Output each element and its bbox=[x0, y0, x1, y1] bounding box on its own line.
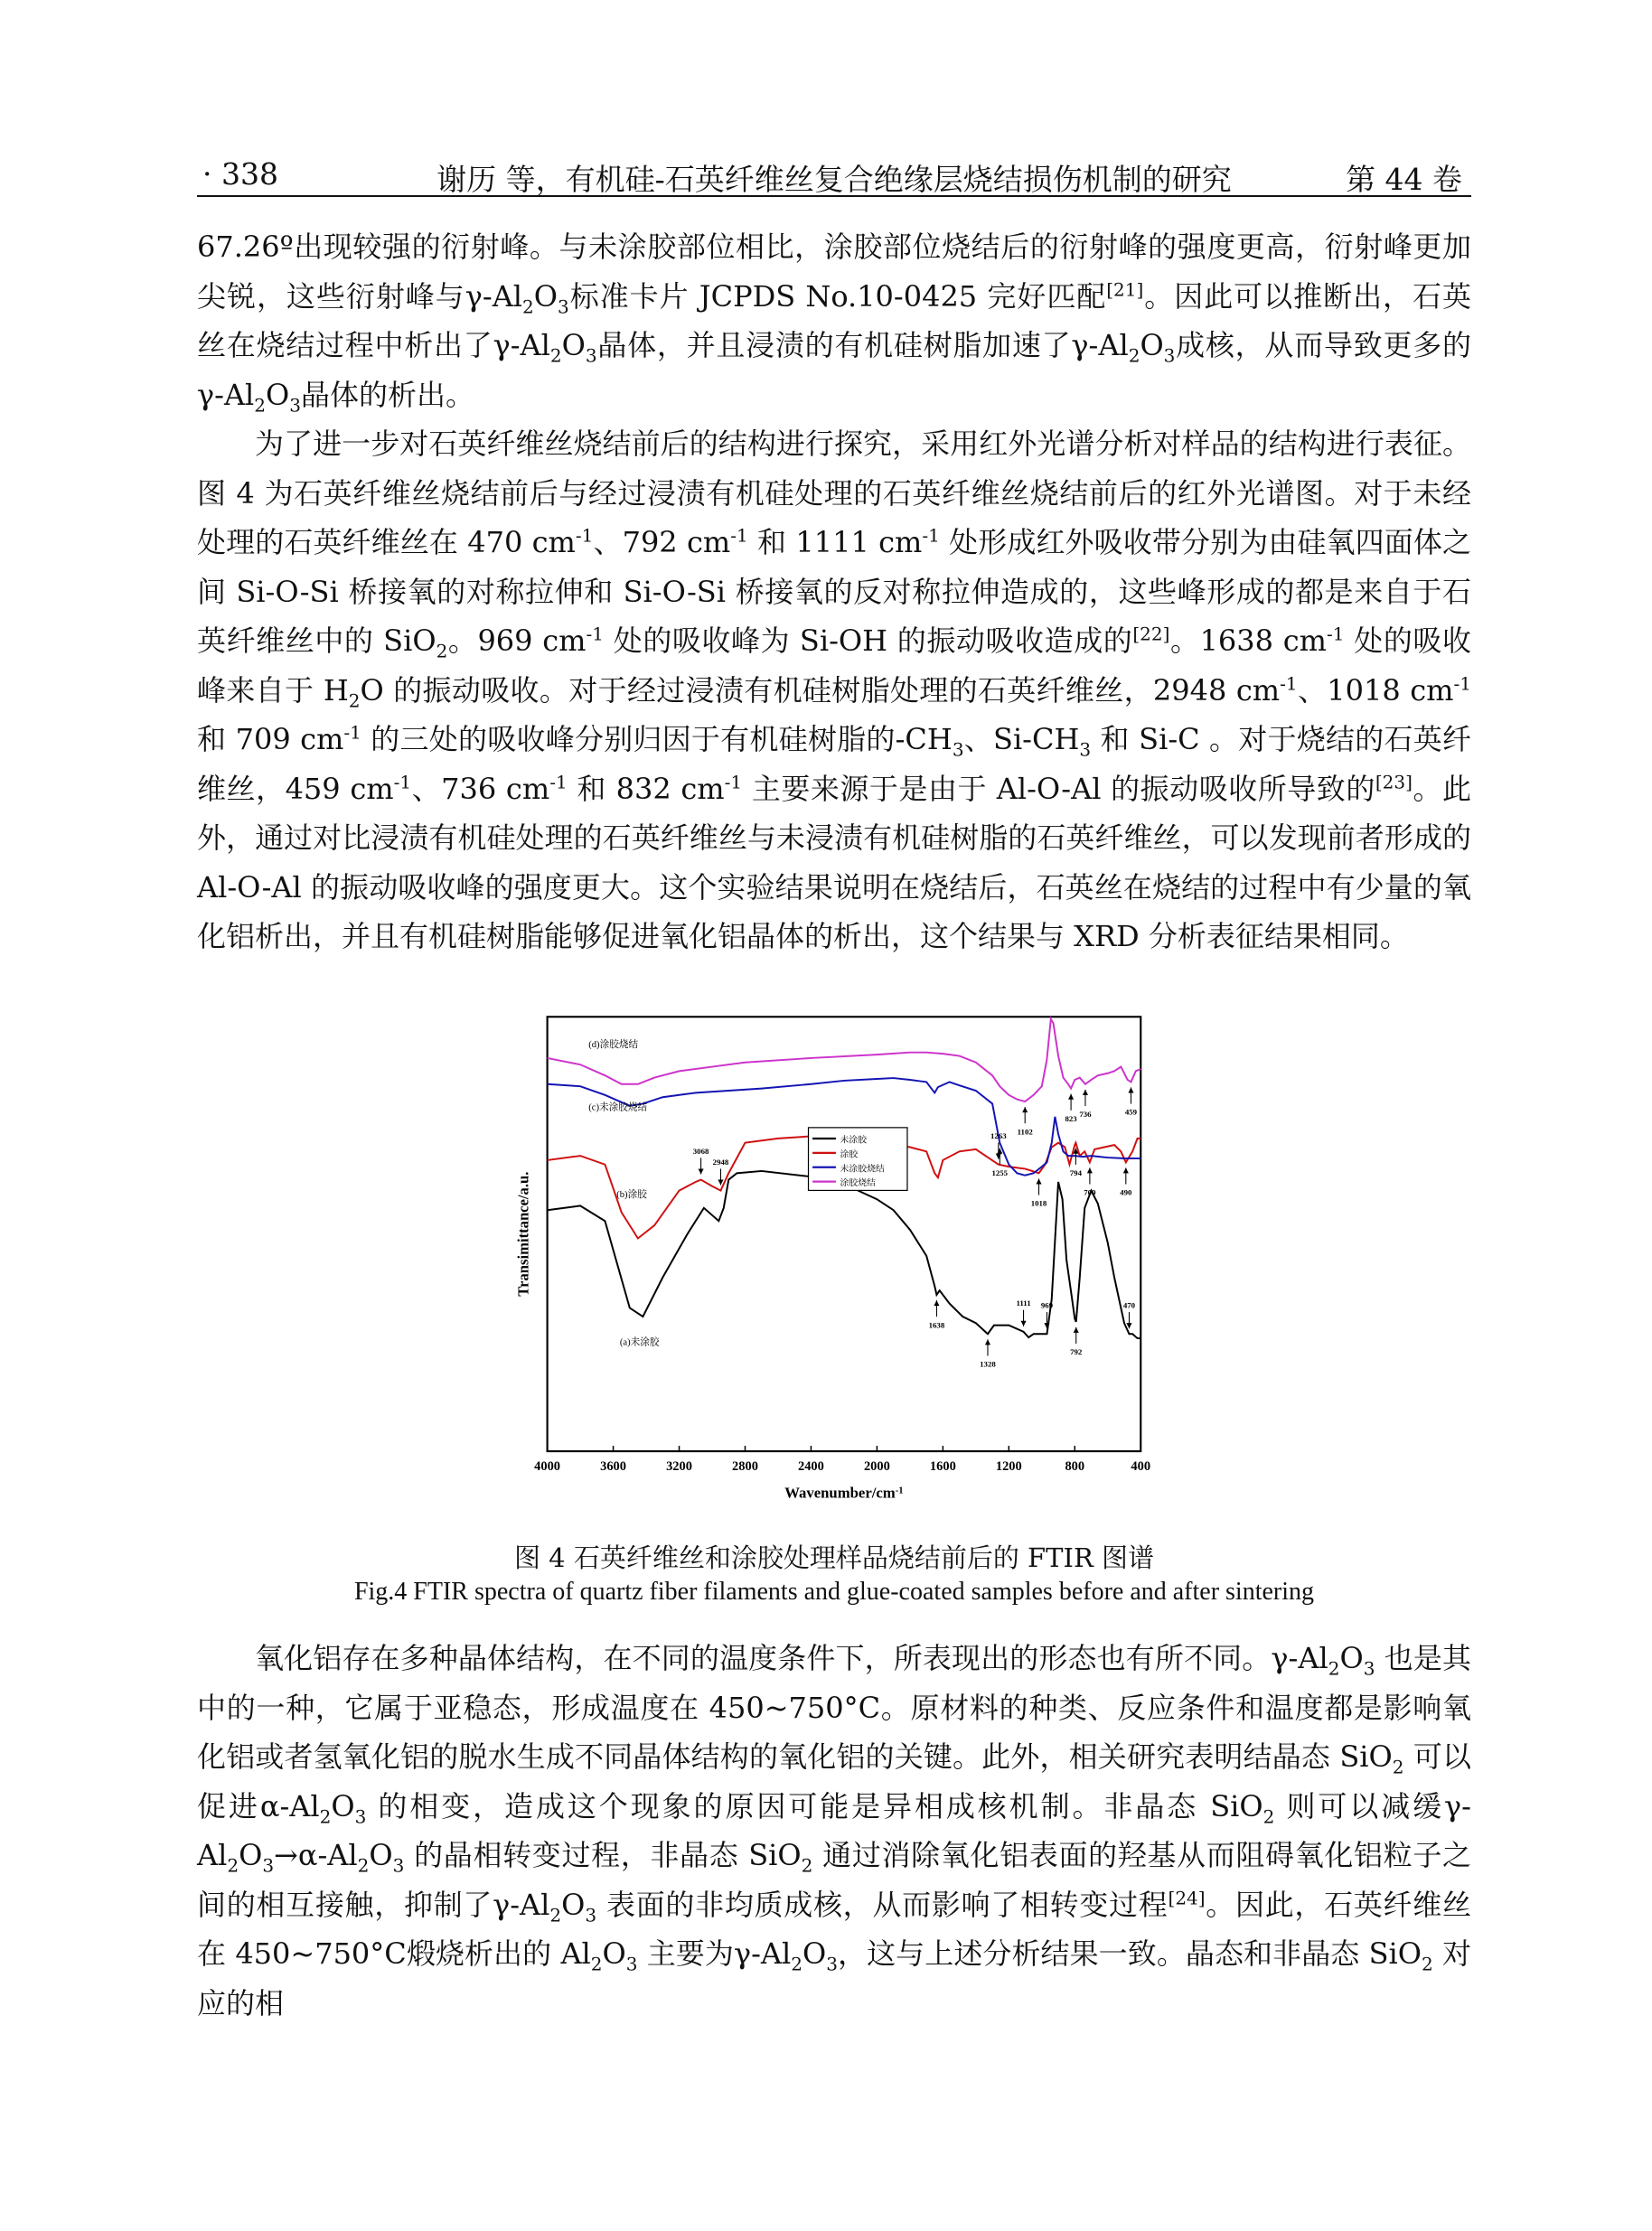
peak-b-2948: 2948 bbox=[712, 1157, 729, 1167]
peak-b-709-arrowhead bbox=[1087, 1167, 1093, 1173]
peak-b-3068: 3068 bbox=[692, 1146, 709, 1156]
x-tick-label-1600: 1600 bbox=[929, 1459, 956, 1475]
paragraph-alumina-phases: 氧化铝存在多种晶体结构，在不同的温度条件下，所表现出的形态也有所不同。$\gamma-Al_2O_3$ 也是其中的一种，它属于亚稳态，形成温度在 450~750°C。原材料的种类、反应条件和温度都是影响氧化铝或者氢氧化铝的脱水生成不同晶体结构的氧化铝的关键。此外，相关研究表明结晶态 SiO$_2$ 可以促进$\alpha-Al_2O_3$ 的相变，造成这个现象的原因可能是异相成核机制。非晶态 SiO$_2$ 则可以减缓$\gamma-Al_2O_3\to\alpha-Al_2O_3$ 的晶相转变过程，非晶态 SiO$_2$ 通过消除氧化铝表面的羟基从而阻碍氧化铝粒子之间的相互接触，抑制了$\gamma-Al_2O_3$ 表面的非均质成核，从而影响了相转变过程[24]。因此，石英纤维丝在 450~750°C煅烧析出的 $Al_2O_3$ 主要为$\gamma-Al_2O_3$，这与上述分析结果一致。晶态和非晶态 SiO$_2$ 对应的相 bbox=[197, 1641, 1471, 2020]
peak-cd-1255: 1255 bbox=[991, 1168, 1009, 1177]
citation-23: [23] bbox=[1375, 770, 1413, 792]
peak-cd-459-arrowhead bbox=[1128, 1087, 1133, 1092]
page-number: · 338 bbox=[202, 156, 278, 192]
chart-group bbox=[514, 1017, 1150, 1501]
running-title: 谢历 等，有机硅-石英纤维丝复合绝缘层烧结损伤机制的研究 bbox=[436, 162, 1232, 197]
y-axis-label: Transimittance/a.u. bbox=[514, 1171, 532, 1297]
x-tick-label-400: 400 bbox=[1131, 1459, 1151, 1475]
peak-a-1328-arrowhead bbox=[985, 1339, 990, 1345]
peak-cd-1102: 1102 bbox=[1017, 1127, 1033, 1137]
peak-b-1018: 1018 bbox=[1030, 1198, 1047, 1208]
peak-b-709: 709 bbox=[1084, 1187, 1096, 1197]
peak-cd-459: 459 bbox=[1124, 1107, 1138, 1117]
citation-21: [21] bbox=[1106, 277, 1144, 300]
page-header bbox=[197, 149, 1471, 197]
series-label-2: (b)涂胶 bbox=[616, 1189, 647, 1200]
x-tick-label-4000: 4000 bbox=[534, 1459, 561, 1475]
x-tick-label-2800: 2800 bbox=[732, 1459, 758, 1475]
peak-a-792: 792 bbox=[1070, 1347, 1083, 1357]
ftir-chart bbox=[506, 987, 1193, 1547]
x-tick-label-2400: 2400 bbox=[798, 1459, 824, 1475]
series-line-4 bbox=[548, 1019, 1141, 1101]
legend-label-4: 涂胶烧结 bbox=[840, 1178, 876, 1189]
peak-a-1111-arrowhead bbox=[1021, 1321, 1027, 1326]
series-label-4: (d)涂胶烧结 bbox=[588, 1039, 639, 1050]
peak-a-1328: 1328 bbox=[980, 1359, 996, 1369]
peak-cd-736-arrowhead bbox=[1083, 1090, 1088, 1095]
citation-22: [22] bbox=[1132, 623, 1170, 645]
peak-b-1263-arrowhead bbox=[996, 1154, 1001, 1159]
x-tick-label-3600: 3600 bbox=[600, 1459, 626, 1475]
peak-cd-823-arrowhead bbox=[1068, 1094, 1074, 1100]
series-label-3: (c)未涂胶烧结 bbox=[588, 1102, 648, 1113]
peak-a-470: 470 bbox=[1122, 1300, 1136, 1310]
peak-b-1263: 1263 bbox=[990, 1131, 1007, 1141]
peak-b-794: 794 bbox=[1069, 1168, 1082, 1177]
volume-label: 第 44 卷 bbox=[1346, 162, 1462, 197]
paragraph-xrd-conclusion: 67.26º出现较强的衍射峰。与未涂胶部位相比，涂胶部位烧结后的衍射峰的强度更高，衍射峰更加尖锐，这些衍射峰与$\gamma-Al_2O_3$标准卡片 JCPDS No.10-0425 完好匹配[21]。因此可以推断出，石英丝在烧结过程中析出了$\gamma-Al_2O_3$晶体，并且浸渍的有机硅树脂加速了$\gamma-Al_2O_3$成核，从而导致更多的$\gamma-Al_2O_3$晶体的析出。 bbox=[197, 230, 1471, 416]
peak-a-1638: 1638 bbox=[928, 1320, 945, 1330]
x-tick-label-3200: 3200 bbox=[666, 1459, 692, 1475]
x-axis-label: Wavenumber/$cm^{-1}$ bbox=[784, 1484, 904, 1502]
figure-caption-zh: 图 4 石英纤维丝和涂胶处理样品烧结前后的 FTIR 图谱 bbox=[513, 1542, 1155, 1573]
paragraph-ftir-analysis: 为了进一步对石英纤维丝烧结前后的结构进行探究，采用红外光谱分析对样品的结构进行表征。图 4 为石英纤维丝烧结前后与经过浸渍有机硅处理的石英纤维丝烧结前后的红外光谱图。对于未经处理的石英纤维丝在 470 $cm^{-1}$、792 $cm^{-1}$ 和 1111 $cm^{-1}$ 处形成红外吸收带分别为由硅氧四面体之间 Si-O-Si 桥接氧的对称拉伸和 Si-O-Si 桥接氧的反对称拉伸造成的，这些峰形成的都是来自于石英纤维丝中的 SiO$_2$。969 $cm^{-1}$ 处的吸收峰为 Si-OH 的振动吸收造成的[22]。1638 $cm^{-1}$ 处的吸收峰来自于 $H_2O$ 的振动吸收。对于经过浸渍有机硅树脂处理的石英纤维丝，2948 $cm^{-1}$、1018 $cm^{-1}$ 和 709 $cm^{-1}$ 的三处的吸收峰分别归因于有机硅树脂的$-CH_3$、$Si-CH_3$ 和 Si-C 。对于烧结的石英纤维丝，459 $cm^{-1}$、736 $cm^{-1}$ 和 832 $cm^{-1}$ 主要来源于是由于 Al-O-Al 的振动吸收所导致的[23]。此外，通过对比浸渍有机硅处理的石英纤维丝与未浸渍有机硅树脂的石英纤维丝，可以发现前者形成的 Al-O-Al 的振动吸收峰的强度更大。这个实验结果说明在烧结后，石英丝在烧结的过程中有少量的氧化铝析出，并且有机硅树脂能够促进氧化铝晶体的析出，这个结果与 XRD 分析表征结果相同。 bbox=[197, 427, 1471, 953]
x-tick-label-800: 800 bbox=[1065, 1459, 1085, 1475]
legend-label-1: 未涂胶 bbox=[840, 1135, 868, 1146]
x-tick-label-1200: 1200 bbox=[995, 1459, 1022, 1475]
peak-cd-736: 736 bbox=[1079, 1110, 1092, 1120]
peak-a-792-arrowhead bbox=[1074, 1327, 1079, 1333]
plot-frame bbox=[548, 1017, 1141, 1451]
peak-cd-823: 823 bbox=[1065, 1113, 1077, 1123]
peak-cd-1102-arrowhead bbox=[1022, 1107, 1028, 1112]
figure-caption-en: Fig.4 FTIR spectra of quartz fiber filaments and glue-coated samples before and after sintering bbox=[353, 1578, 1315, 1606]
peak-b-3068-arrowhead bbox=[699, 1168, 704, 1174]
peak-a-969: 969 bbox=[1040, 1300, 1054, 1310]
legend-label-2: 涂胶 bbox=[840, 1149, 859, 1160]
peak-b-1018-arrowhead bbox=[1036, 1178, 1041, 1184]
x-tick-label-2000: 2000 bbox=[863, 1459, 890, 1475]
legend-label-3: 未涂胶烧结 bbox=[840, 1164, 885, 1175]
peak-a-1111: 1111 bbox=[1016, 1298, 1031, 1308]
ftir-figure bbox=[506, 987, 1193, 1547]
peak-b-490-arrowhead bbox=[1123, 1167, 1129, 1173]
peak-a-1638-arrowhead bbox=[934, 1300, 939, 1306]
citation-24: [24] bbox=[1168, 1886, 1206, 1908]
header-rule bbox=[197, 195, 1471, 197]
series-label-1: (a)未涂胶 bbox=[619, 1337, 660, 1348]
peak-b-490: 490 bbox=[1120, 1187, 1132, 1197]
